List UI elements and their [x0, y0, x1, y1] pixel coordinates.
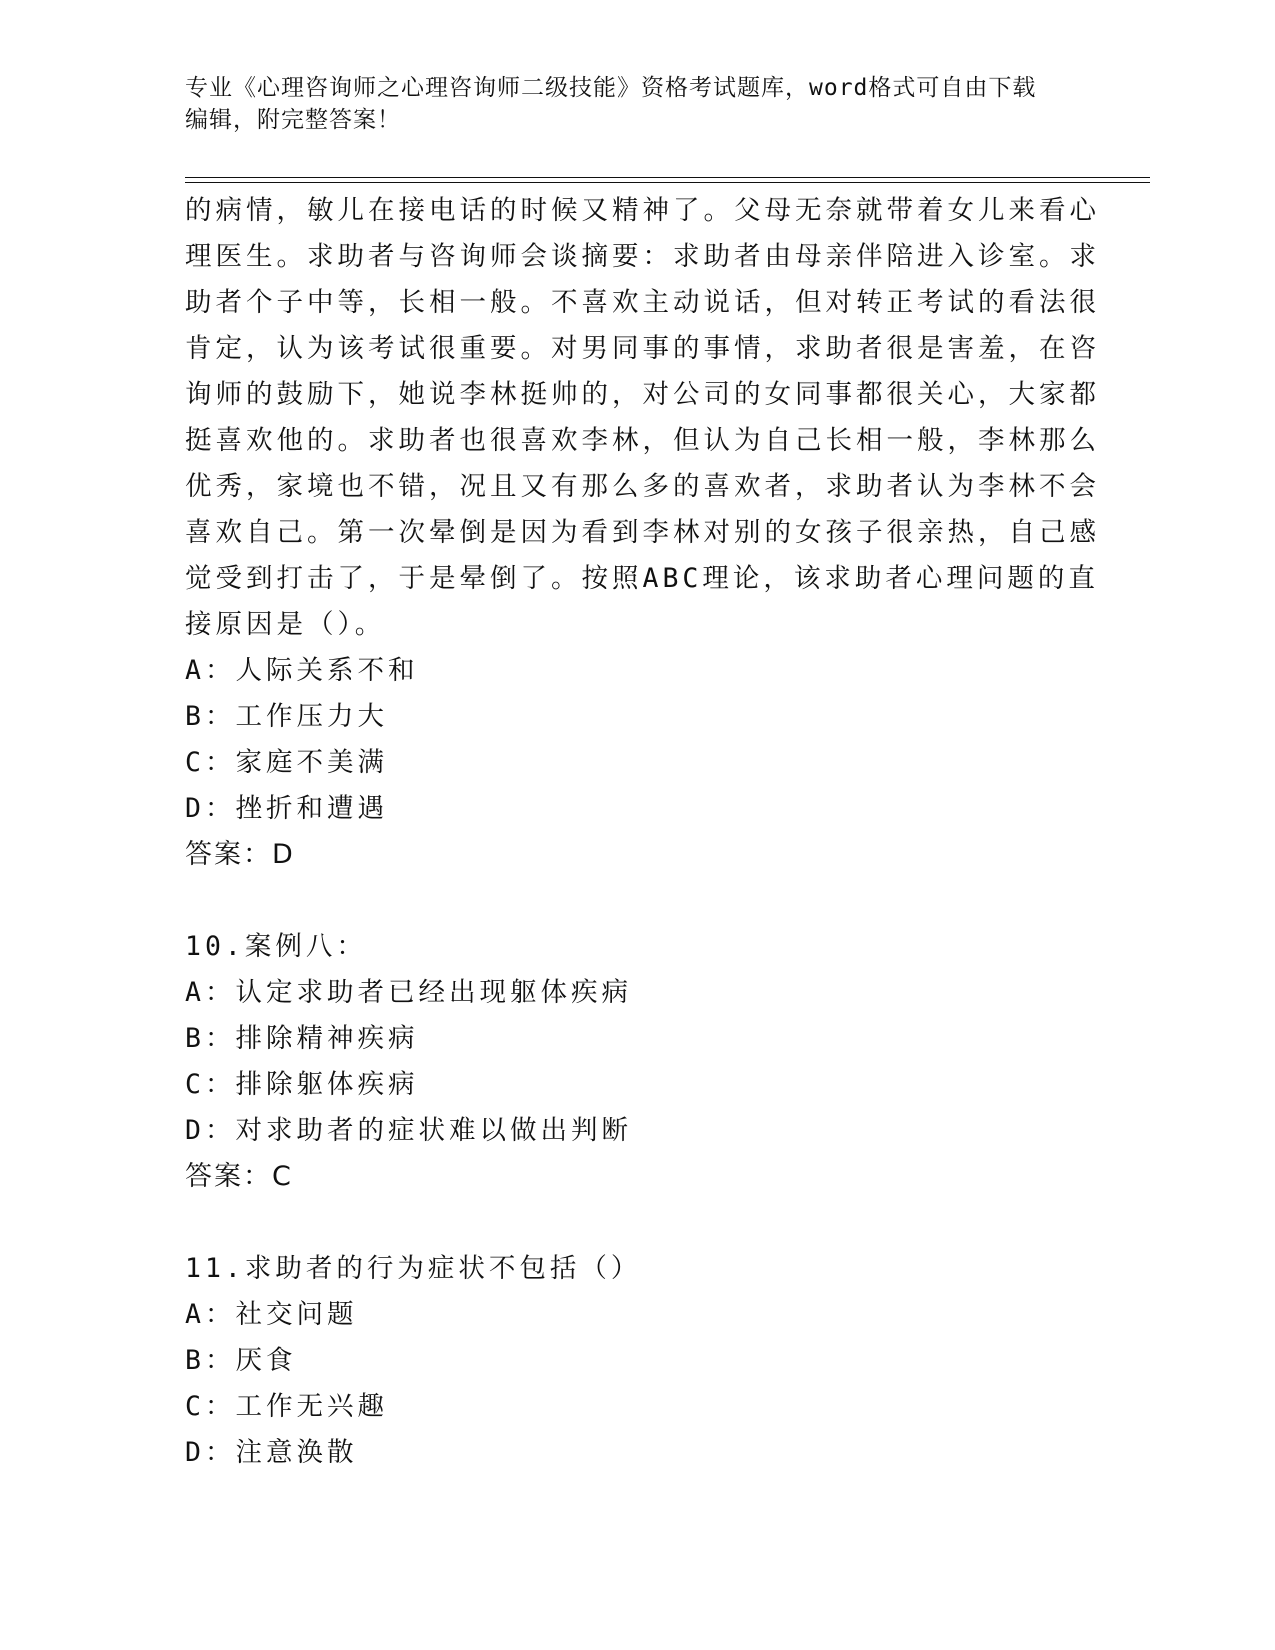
question-10-title: 10.案例八： — [185, 931, 367, 962]
question-10-option-c: C：排除躯体疾病 — [185, 1069, 419, 1100]
header-divider-top — [185, 177, 1150, 178]
question-9-option-b: B：工作压力大 — [185, 701, 388, 732]
question-11-option-a: A：社交问题 — [185, 1299, 358, 1330]
header-divider-bottom — [185, 182, 1150, 183]
question-10-option-a: A：认定求助者已经出现躯体疾病 — [185, 977, 632, 1008]
question-10-answer: 答案：C — [185, 1161, 293, 1192]
question-9-option-d: D：挫折和遭遇 — [185, 793, 388, 824]
question-10-option-d: D：对求助者的症状难以做出判断 — [185, 1115, 632, 1146]
question-9-stem — [185, 188, 1100, 648]
question-9-line: 肯定，认为该考试很重要。对男同事的事情，求助者很是害羞，在咨 — [185, 333, 1100, 364]
question-9-line: 优秀，家境也不错，况且又有那么多的喜欢者，求助者认为李林不会 — [185, 471, 1100, 502]
spacer — [185, 1200, 1065, 1246]
question-9-line: 觉受到打击了，于是晕倒了。按照ABC理论，该求助者心理问题的直 — [185, 563, 1099, 594]
page-header — [185, 72, 1065, 136]
question-9-line: 挺喜欢他的。求助者也很喜欢李林，但认为自己长相一般，李林那么 — [185, 425, 1100, 456]
question-9-option-a: A：人际关系不和 — [185, 655, 419, 686]
question-9-line: 询师的鼓励下，她说李林挺帅的，对公司的女同事都很关心，大家都 — [185, 379, 1100, 410]
question-9-option-c: C：家庭不美满 — [185, 747, 388, 778]
header-line-1: 专业《心理咨询师之心理咨询师二级技能》资格考试题库，word格式可自由下载 — [185, 75, 1037, 101]
question-9-line: 的病情，敏儿在接电话的时候又精神了。父母无奈就带着女儿来看心 — [185, 195, 1100, 226]
question-11-option-c: C：工作无兴趣 — [185, 1391, 388, 1422]
question-10-option-b: B：排除精神疾病 — [185, 1023, 419, 1054]
question-9-line: 接原因是（）。 — [185, 609, 386, 640]
question-9-line: 助者个子中等，长相一般。不喜欢主动说话，但对转正考试的看法很 — [185, 287, 1100, 318]
question-11-option-d: D：注意涣散 — [185, 1437, 358, 1468]
question-11-title: 11.求助者的行为症状不包括（） — [185, 1253, 642, 1284]
question-9-line: 喜欢自己。第一次晕倒是因为看到李林对别的女孩子很亲热，自己感 — [185, 517, 1100, 548]
question-9-answer: 答案：D — [185, 839, 295, 870]
spacer — [185, 878, 1065, 924]
question-11-option-b: B：厌食 — [185, 1345, 297, 1376]
question-9-line: 理医生。求助者与咨询师会谈摘要：求助者由母亲伴陪进入诊室。求 — [185, 241, 1100, 272]
page-content — [185, 188, 1100, 1476]
header-line-2: 编辑，附完整答案！ — [185, 107, 401, 133]
